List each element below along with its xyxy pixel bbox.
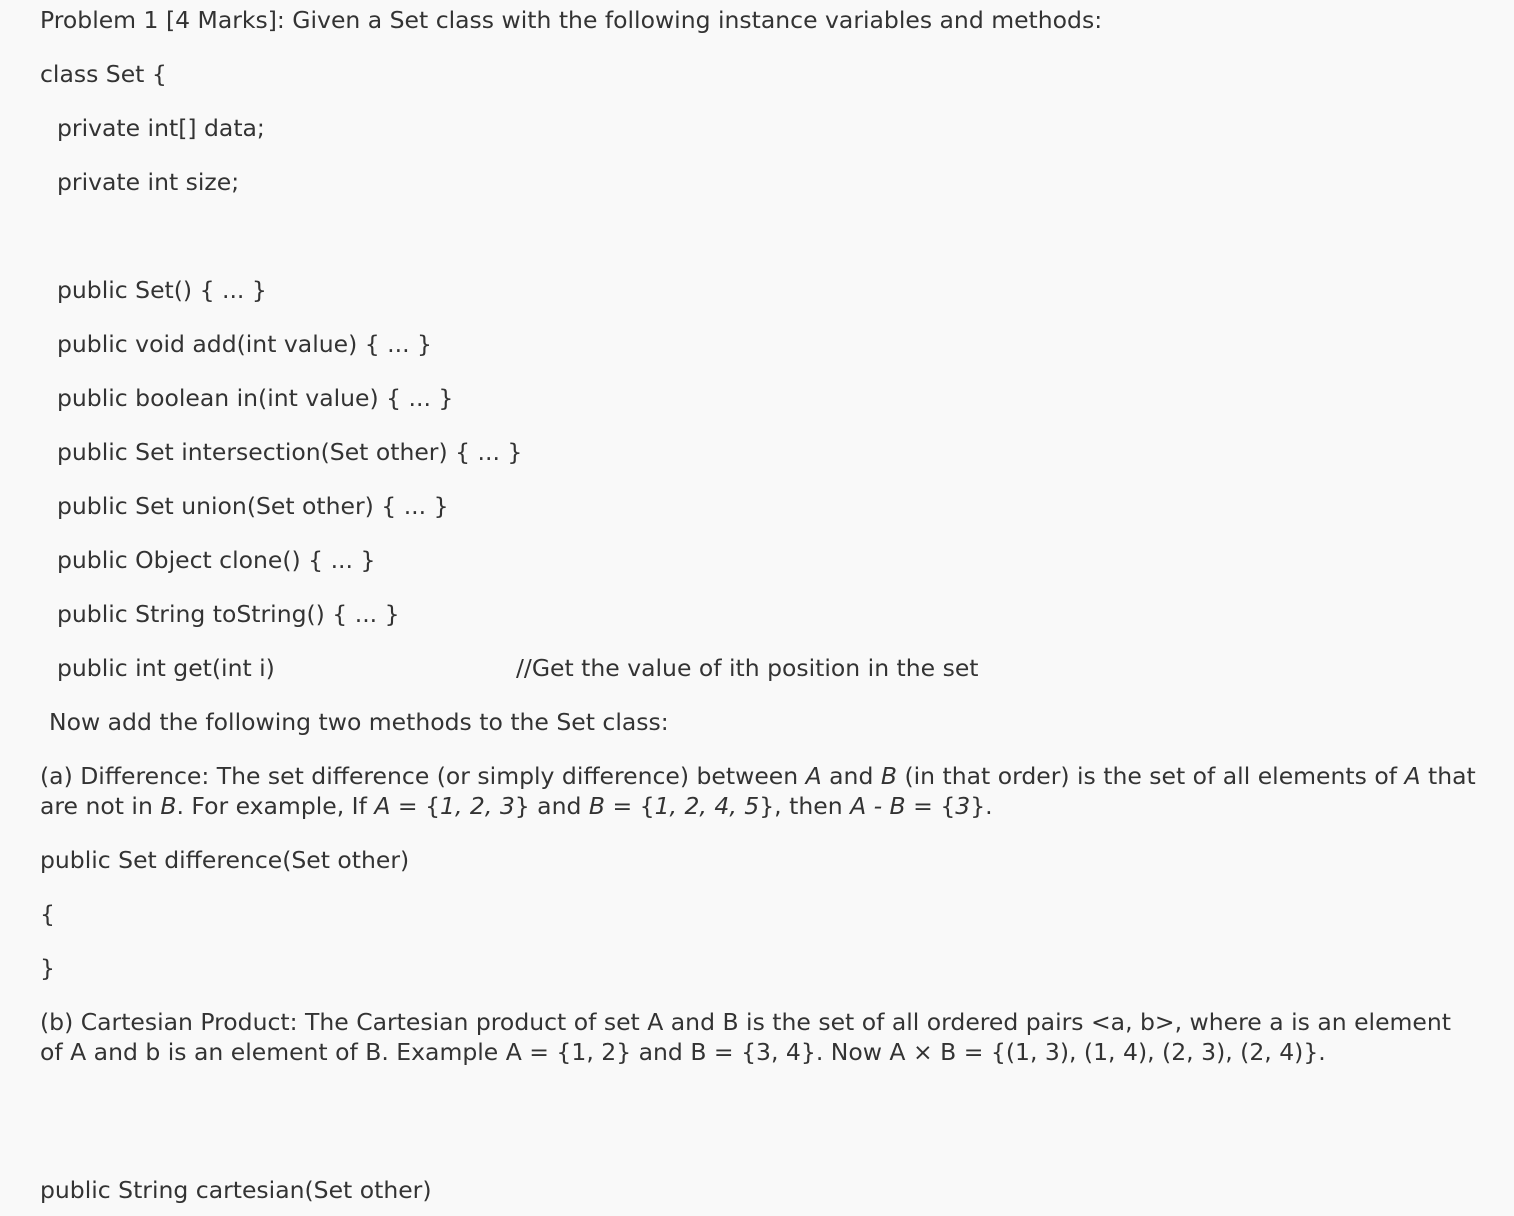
method-clone: public Object clone() { ... } [57, 546, 376, 574]
field-data: private int[] data; [57, 114, 265, 142]
problem-heading: Problem 1 [4 Marks]: Given a Set class with the following instance variables and methods: [40, 6, 1103, 34]
class-declaration: class Set { [40, 60, 167, 88]
instruction-text: Now add the following two methods to the Set class: [49, 708, 669, 736]
part-b-description: (b) Cartesian Product: The Cartesian product of set A and B is the set of all ordered pairs <a, b>, where a is an element of A and b is an element of B. Example A = {1, 2} and B = {3, 4}. Now A × B = {(1, 3), (1, 4), (2, 3), (2, 4)}. [40, 1008, 1451, 1066]
method-intersection: public Set intersection(Set other) { ... } [57, 438, 523, 466]
difference-signature: public Set difference(Set other) [40, 846, 410, 874]
method-union: public Set union(Set other) { ... } [57, 492, 449, 520]
part-a-description: (a) Difference: The set difference (or simply difference) between A and B (in that order) is the set of all elements of A that are not in B. For example, If A = {1, 2, 3} and B = {1, 2, 4, 5}, then A - B = {3}. [40, 762, 1476, 820]
cartesian-signature: public String cartesian(Set other) [40, 1176, 432, 1204]
method-constructor: public Set() { ... } [57, 276, 267, 304]
method-tostring: public String toString() { ... } [57, 600, 400, 628]
open-brace: { [40, 900, 55, 928]
method-in: public boolean in(int value) { ... } [57, 384, 454, 412]
get-comment: //Get the value of ith position in the set [516, 654, 979, 682]
close-brace: } [40, 954, 55, 982]
method-get: public int get(int i) [57, 654, 275, 682]
field-size: private int size; [57, 168, 240, 196]
method-add: public void add(int value) { ... } [57, 330, 432, 358]
